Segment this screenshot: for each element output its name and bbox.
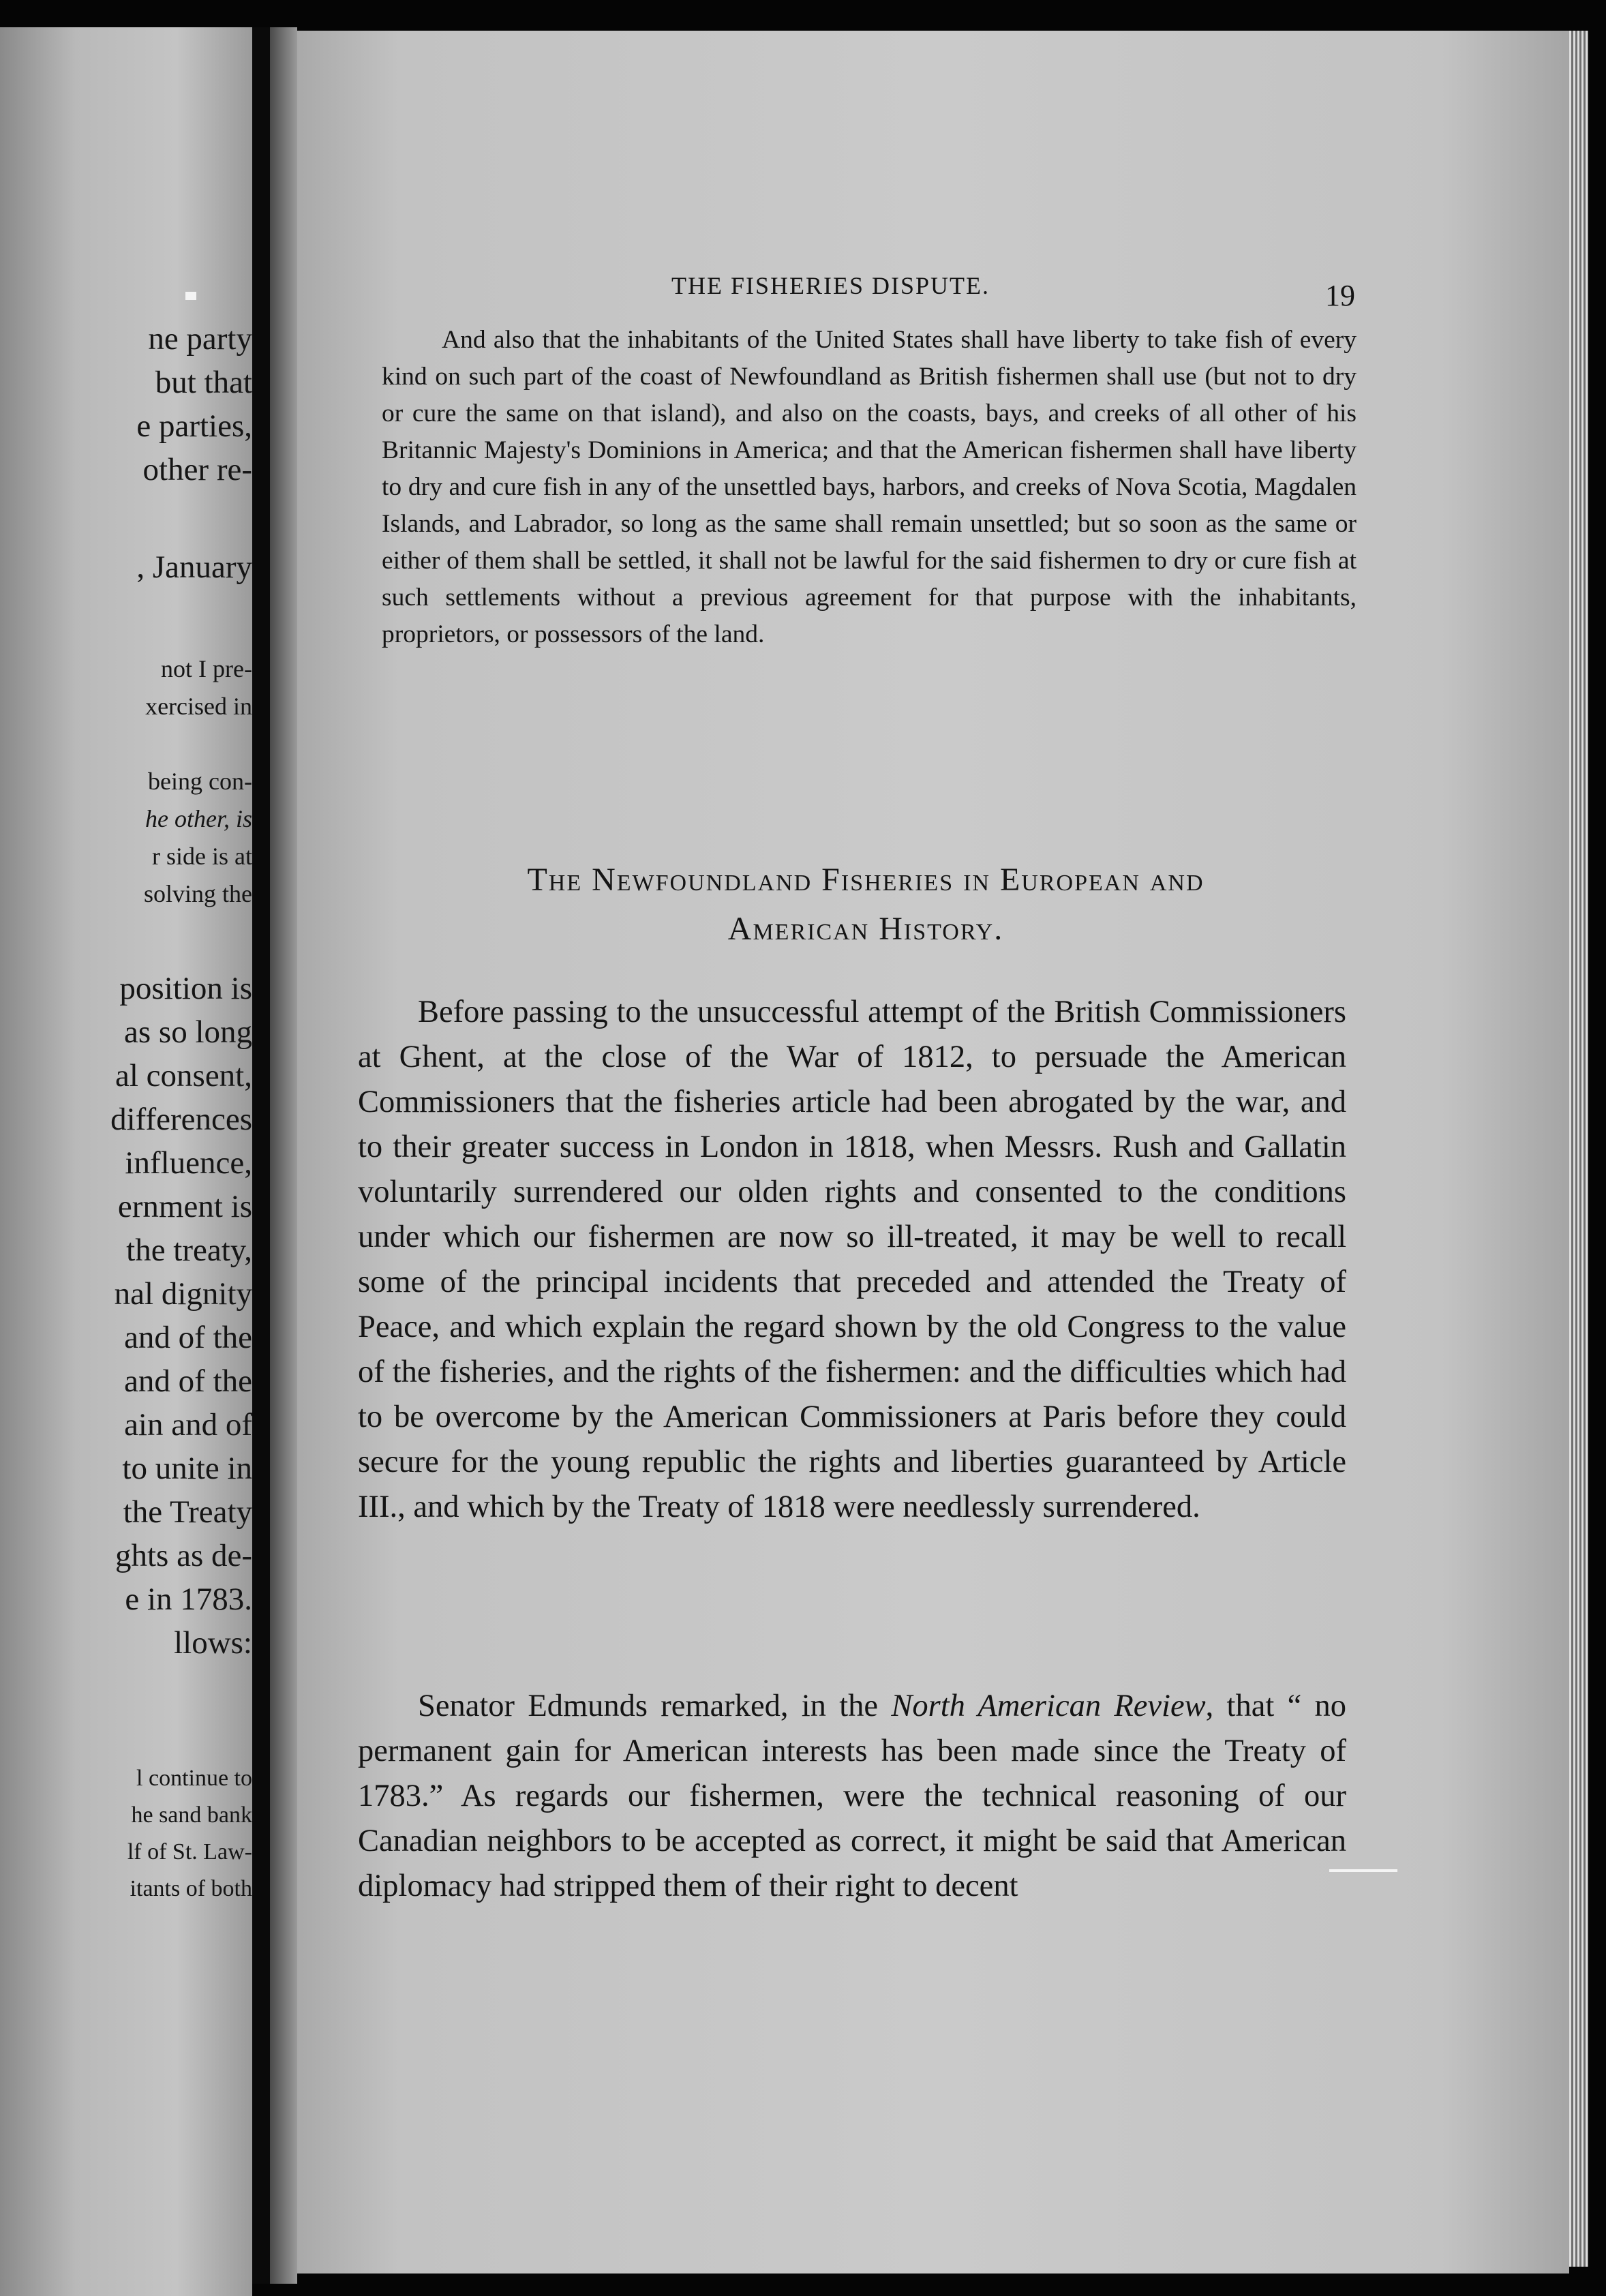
facing-page-line: ernment is [117, 1189, 252, 1224]
facing-page [0, 27, 252, 2296]
facing-page-line: differences [110, 1102, 252, 1137]
facing-page-line: nal dignity [114, 1276, 252, 1312]
facing-page-line: ain and of [124, 1407, 252, 1442]
facing-page-line: llows: [174, 1625, 252, 1661]
paragraph-2-text-end: , that “ no permanent gain for American interests has been made since the Treaty of 1783.” As regards our fishermen, were the technical reasoning of our Canadian neighbors to be accepted as correct, it might be said that American diplomacy had stripped them of their right to decent [358, 1689, 1346, 1903]
paragraph-2-text-start: Senator Edmunds remarked, in the [418, 1689, 892, 1723]
facing-page-line: xercised in [145, 693, 252, 720]
journal-title: North American Review [891, 1689, 1206, 1723]
page-edges [1569, 31, 1588, 2267]
facing-page-line: lf of St. Law- [127, 1839, 252, 1864]
facing-page-line: but that [155, 365, 252, 400]
body-paragraph-2 [358, 1684, 1346, 1909]
facing-page-line: he sand bank [131, 1802, 252, 1828]
facing-page-line: ne party [148, 321, 252, 357]
facing-page-line: the Treaty [123, 1494, 252, 1530]
running-head: THE FISHERIES DISPUTE. [671, 272, 990, 299]
binding-gutter [252, 27, 270, 2284]
scan-speck [185, 292, 196, 300]
section-heading-line-2: American History. [727, 911, 1004, 947]
gutter-shadow [270, 27, 297, 2284]
facing-page-line: the treaty, [126, 1233, 252, 1268]
facing-page-line: not I pre- [161, 655, 252, 682]
facing-page-line: and of the [124, 1320, 252, 1355]
section-heading [368, 856, 1363, 954]
facing-page-line: e in 1783. [125, 1582, 252, 1617]
facing-page-line: e parties, [136, 408, 252, 444]
facing-page-line: he other, is [145, 805, 252, 832]
facing-page-line: being con- [148, 768, 252, 795]
scan-speck [1329, 1869, 1397, 1872]
facing-page-line: , January [136, 549, 252, 585]
section-heading-line-1: The Newfoundland Fisheries in European and [527, 862, 1204, 898]
facing-page-line: ghts as de- [115, 1538, 252, 1573]
facing-page-line: influence, [125, 1145, 252, 1181]
facing-page-line: itants of both [130, 1876, 252, 1901]
facing-page-line: solving the [144, 880, 252, 907]
facing-page-line: as so long [124, 1014, 252, 1050]
facing-page-line: r side is at [152, 843, 252, 870]
body-paragraph-1: Before passing to the unsuccessful attempt of the British Commissioners at Ghent, at the close of the War of 1812, to persuade the American Commissioners that the fisheries article had been abrogated by the war, and to their greater success in London in 1818, when Messrs. Rush and Gallatin voluntarily surrendered our olden rights and consented to the conditions under which our fishermen are now so ill-treated, it may be well to recall some of the principal incidents that preceded and attended the Treaty of Peace, and which explain the regard shown by the old Congress to the value of the fisheries, and the rights of the fishermen: and the difficulties which had to be overcome by the American Commissioners at Paris before they could secure for the young republic the rights and liberties guaranteed by Article III., and which by the Treaty of 1818 were needlessly surrendered. [358, 995, 1346, 1524]
treaty-quote: And also that the inhabitants of the United States shall have liberty to take fish of every kind on such part of the coast of Newfoundland as British fishermen shall use (but not to dry or cure the same on that island), and also on the coasts, bays, and creeks of all other of his Britannic Majesty's Dominions in America; and that the American fishermen shall have liberty to dry and cure fish in any of the unsettled bays, harbors, and creeks of Nova Scotia, Magdalen Islands, and Labrador, so long as the same shall remain unsettled; but so soon as the same or either of them shall be settled, it shall not be lawful for the said fishermen to dry or cure fish at such settlements without a previous agreement for that purpose with the inhabitants, proprietors, or possessors of the land. [382, 326, 1357, 648]
facing-page-line: position is [119, 971, 252, 1006]
facing-page-line: l continue to [136, 1766, 252, 1791]
facing-page-line: other re- [142, 452, 252, 487]
facing-page-line: to unite in [122, 1451, 252, 1486]
facing-page-line: and of the [124, 1363, 252, 1399]
page-number: 19 [1325, 279, 1355, 312]
facing-page-line: al consent, [115, 1058, 252, 1093]
